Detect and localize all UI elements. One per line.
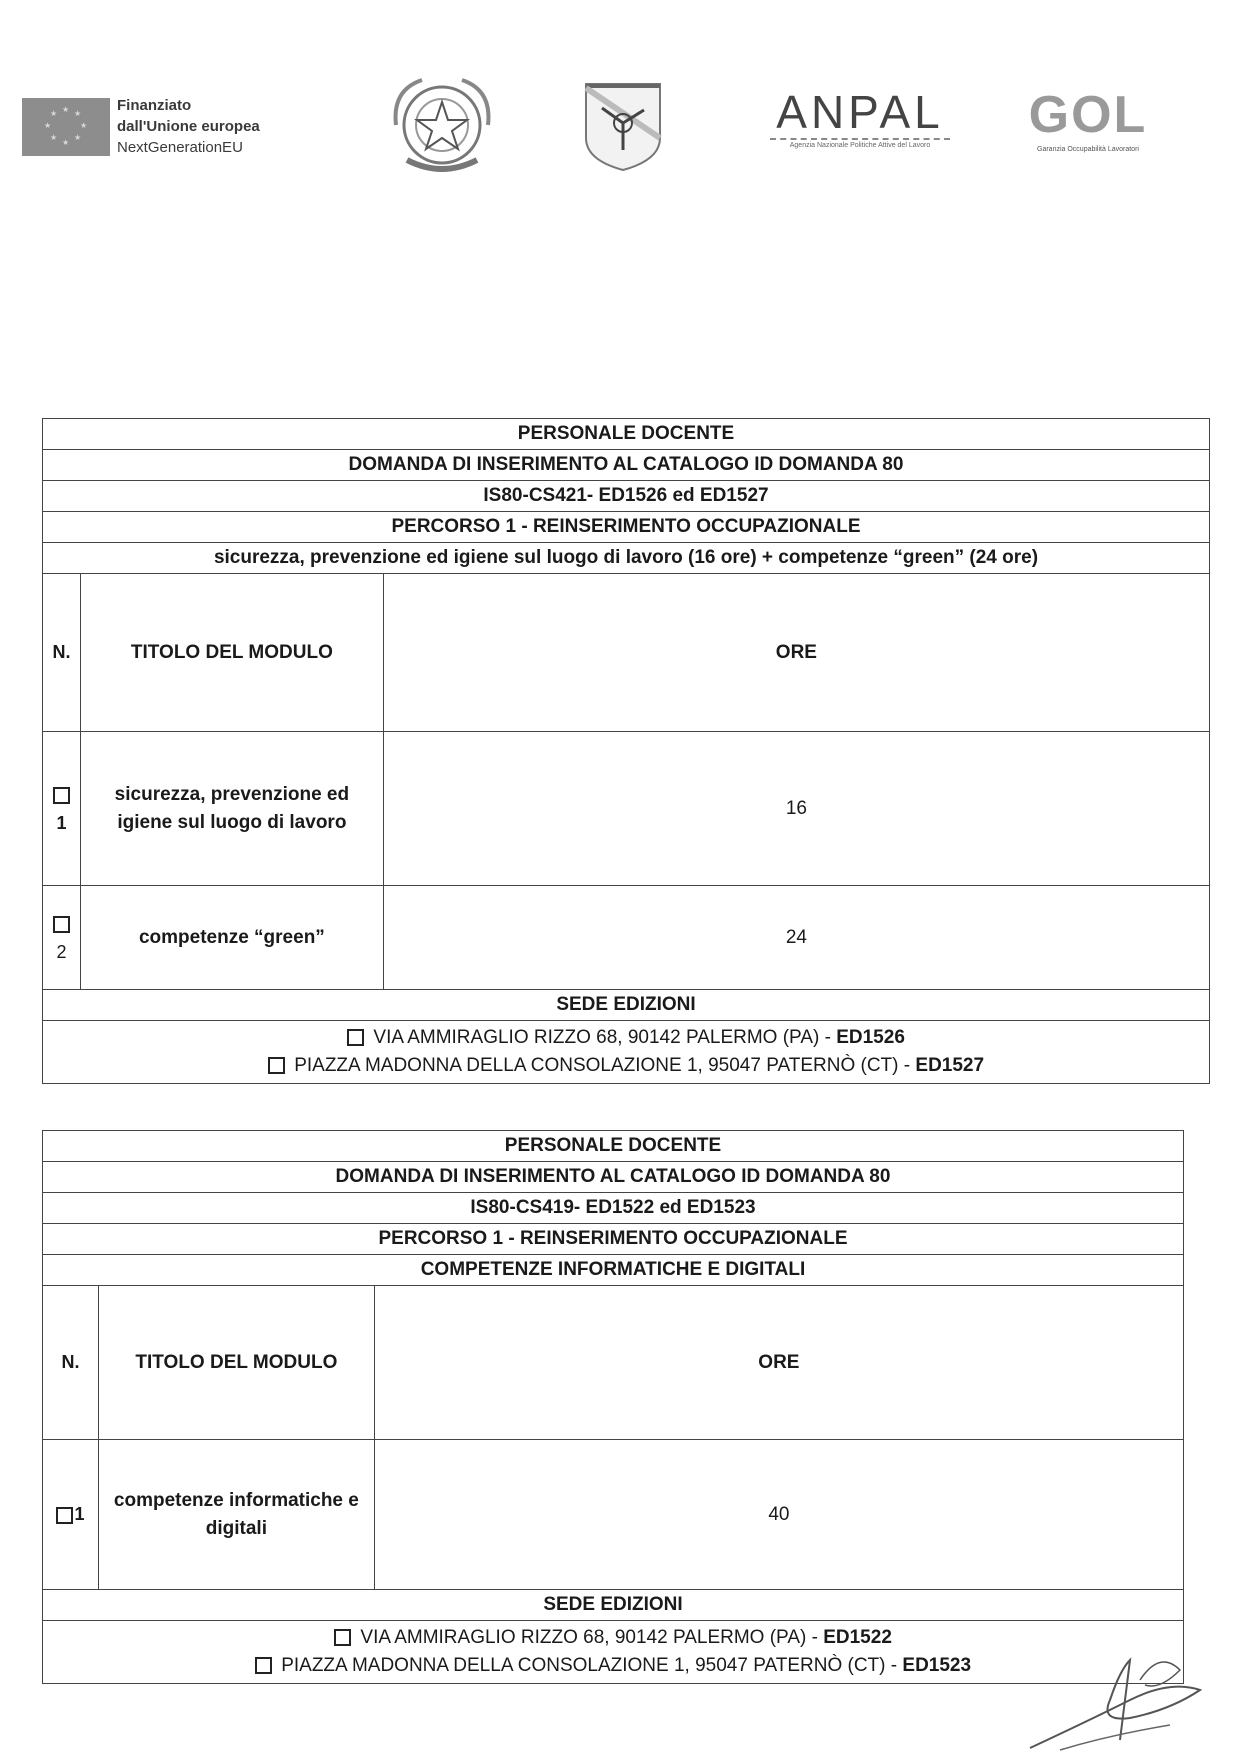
sede-list bbox=[43, 1621, 1184, 1684]
sede-1-code: ED1526 bbox=[836, 1027, 905, 1048]
sede-2-code: ED1527 bbox=[915, 1055, 985, 1076]
staff-title: PERSONALE DOCENTE bbox=[43, 1131, 1184, 1162]
table-row bbox=[43, 1440, 1184, 1590]
eu-line1: Finanziato bbox=[117, 97, 192, 114]
module-table-2 bbox=[42, 1130, 1184, 1684]
sede-2-address: PIAZZA MADONNA DELLA CONSOLAZIONE 1, 95047 PATERNÒ (CT) - bbox=[294, 1055, 911, 1076]
sede-1-checkbox[interactable] bbox=[347, 1029, 364, 1046]
module-2-number: 2 bbox=[56, 941, 67, 962]
column-header-hours: ORE bbox=[374, 1286, 1183, 1440]
module-1-checkbox[interactable] bbox=[56, 1507, 73, 1524]
module-1-title: competenze informatiche e digitali bbox=[98, 1440, 374, 1590]
course-path: PERCORSO 1 - REINSERIMENTO OCCUPAZIONALE bbox=[43, 512, 1210, 543]
sede-1-checkbox[interactable] bbox=[334, 1629, 351, 1646]
table-row bbox=[43, 732, 1210, 886]
course-subject: COMPETENZE INFORMATICHE E DIGITALI bbox=[43, 1255, 1184, 1286]
italian-republic-emblem-icon bbox=[382, 70, 502, 180]
module-2-checkbox[interactable] bbox=[53, 916, 70, 933]
eu-flag-icon: ★ ★ ★ ★ ★ ★ ★ ★ bbox=[22, 98, 110, 156]
anpal-logo bbox=[760, 88, 960, 168]
column-header-n: N. bbox=[43, 574, 81, 732]
gol-name: GOL bbox=[1028, 86, 1148, 144]
course-path: PERCORSO 1 - REINSERIMENTO OCCUPAZIONALE bbox=[43, 1224, 1184, 1255]
column-header-hours: ORE bbox=[383, 574, 1209, 732]
column-header-title: TITOLO DEL MODULO bbox=[80, 574, 383, 732]
sede-option-2 bbox=[43, 1652, 1183, 1680]
course-code: IS80-CS421- ED1526 ed ED1527 bbox=[43, 481, 1210, 512]
handwritten-signature bbox=[1020, 1640, 1220, 1754]
anpal-subtitle: Agenzia Nazionale Politiche Attive del Lavoro bbox=[789, 142, 931, 149]
eu-line3: NextGenerationEU bbox=[117, 139, 243, 156]
module-1-hours: 16 bbox=[383, 732, 1209, 886]
request-title: DOMANDA DI INSERIMENTO AL CATALOGO ID DOMANDA 80 bbox=[43, 450, 1210, 481]
sede-1-address: VIA AMMIRAGLIO RIZZO 68, 90142 PALERMO (PA) - bbox=[373, 1027, 831, 1048]
course-code: IS80-CS419- ED1522 ed ED1523 bbox=[43, 1193, 1184, 1224]
sede-option-1 bbox=[43, 1624, 1183, 1652]
eu-logo bbox=[22, 95, 260, 158]
module-1-title: sicurezza, prevenzione ed igiene sul luogo di lavoro bbox=[80, 732, 383, 886]
column-header-n: N. bbox=[43, 1286, 99, 1440]
gol-subtitle: Garanzia Occupabilità Lavoratori bbox=[1037, 146, 1139, 153]
sede-2-address: PIAZZA MADONNA DELLA CONSOLAZIONE 1, 95047 PATERNÒ (CT) - bbox=[281, 1655, 898, 1676]
module-table-1 bbox=[42, 418, 1210, 1084]
sede-option-2 bbox=[43, 1052, 1209, 1080]
sede-option-1 bbox=[43, 1024, 1209, 1052]
module-1-checkbox[interactable] bbox=[53, 787, 70, 804]
anpal-name: ANPAL bbox=[776, 86, 944, 138]
module-1-number: 1 bbox=[56, 812, 67, 833]
sicily-region-shield-icon bbox=[582, 78, 664, 172]
module-2-hours: 24 bbox=[383, 886, 1209, 990]
sede-list bbox=[43, 1021, 1210, 1084]
logo-strip bbox=[22, 70, 1148, 180]
request-title: DOMANDA DI INSERIMENTO AL CATALOGO ID DOMANDA 80 bbox=[43, 1162, 1184, 1193]
sede-1-code: ED1522 bbox=[823, 1627, 892, 1648]
sede-title: SEDE EDIZIONI bbox=[43, 1590, 1184, 1621]
sede-2-checkbox[interactable] bbox=[255, 1657, 272, 1674]
sede-title: SEDE EDIZIONI bbox=[43, 990, 1210, 1021]
eu-line2: dall'Unione europea bbox=[117, 118, 260, 135]
column-header-title: TITOLO DEL MODULO bbox=[98, 1286, 374, 1440]
sede-1-address: VIA AMMIRAGLIO RIZZO 68, 90142 PALERMO (PA) - bbox=[360, 1627, 818, 1648]
staff-title: PERSONALE DOCENTE bbox=[43, 419, 1210, 450]
module-2-title: competenze “green” bbox=[80, 886, 383, 990]
module-1-number: 1 bbox=[74, 1504, 85, 1524]
course-subject: sicurezza, prevenzione ed igiene sul luogo di lavoro (16 ore) + competenze “green” (24 ore) bbox=[43, 543, 1210, 574]
sede-2-checkbox[interactable] bbox=[268, 1057, 285, 1074]
module-1-hours: 40 bbox=[374, 1440, 1183, 1590]
table-row bbox=[43, 886, 1210, 990]
gol-logo bbox=[1018, 88, 1158, 168]
sede-2-code: ED1523 bbox=[902, 1655, 972, 1676]
